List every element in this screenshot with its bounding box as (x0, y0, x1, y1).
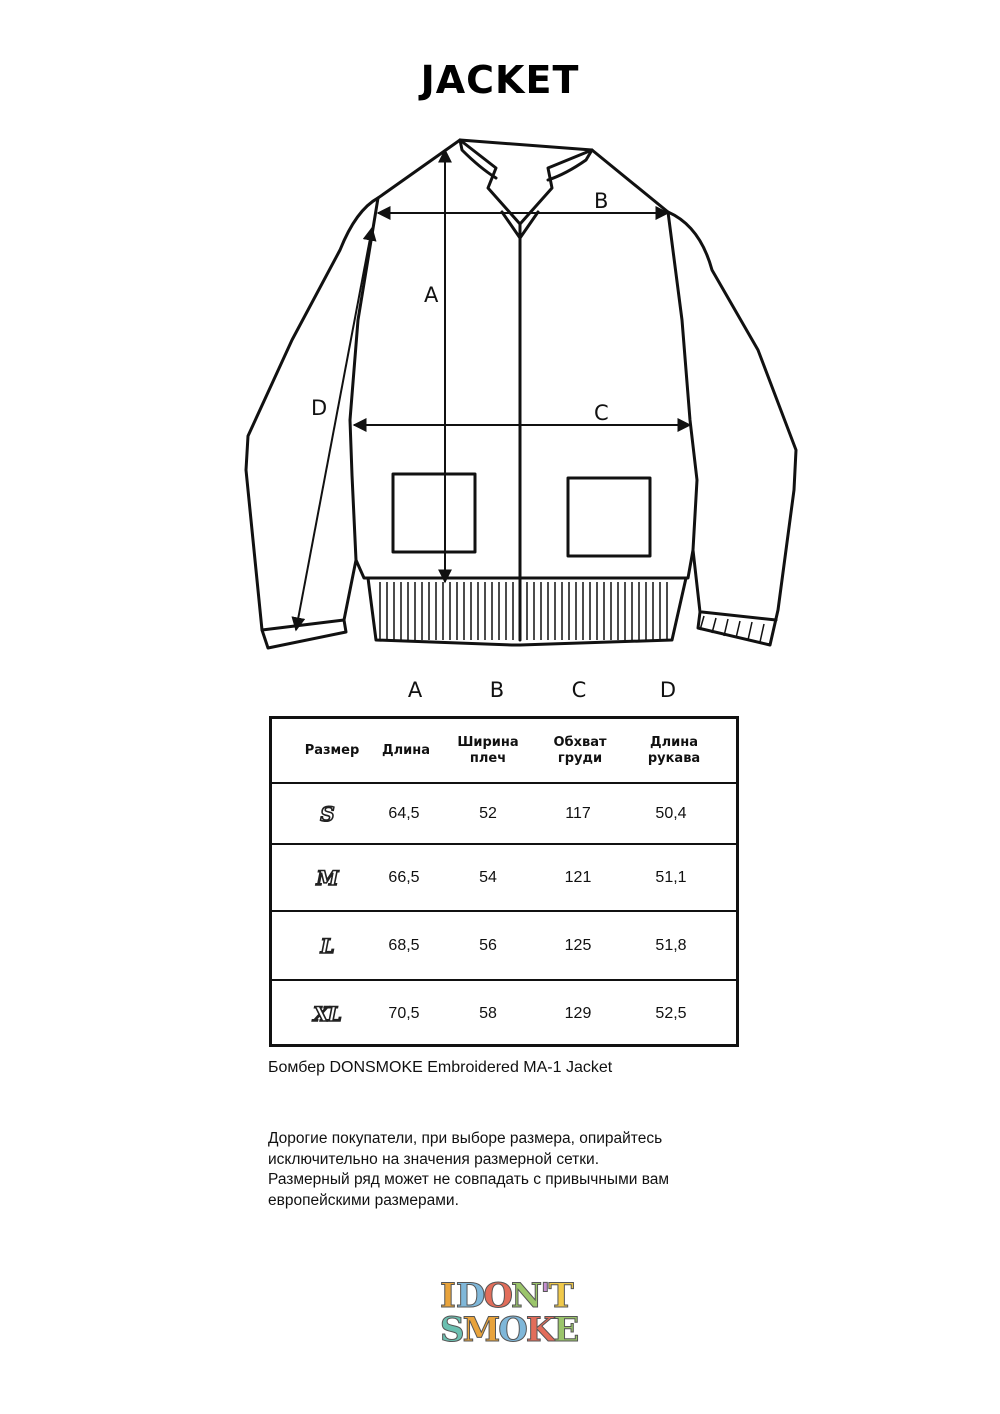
header-chest: Обхват груди (553, 734, 607, 766)
size-label: S (320, 801, 334, 826)
label-b: B (594, 189, 609, 213)
note-line: европейскими размерами. (268, 1191, 459, 1209)
brand-logo (440, 1276, 578, 1350)
left-sleeve (246, 198, 378, 648)
column-letter-b: B (489, 678, 505, 702)
cell-shoulder: 54 (479, 868, 497, 886)
size-note (268, 1129, 669, 1211)
header-sleeve: Длина рукава (647, 734, 701, 766)
column-letter-a: A (407, 678, 423, 702)
logo-line-2: SMOKE (440, 1310, 578, 1350)
column-letter-c: C (571, 678, 587, 702)
note-line: Размерный ряд может не совпадать с привычными вам (268, 1171, 670, 1188)
right-sleeve (668, 212, 796, 645)
note-line: Дорогие покупатели, при выборе размера, опирайтесь (268, 1130, 663, 1147)
header-shoulder: Ширина плеч (457, 734, 519, 766)
table-row (272, 912, 736, 981)
size-label: M (316, 865, 338, 890)
header-length: Длина (382, 742, 430, 758)
label-d: D (311, 396, 328, 420)
left-pocket (393, 474, 475, 552)
table-row (272, 981, 736, 1047)
cell-shoulder: 58 (479, 1005, 497, 1022)
note-line: исключительно на значения размерной сетки. (268, 1150, 600, 1168)
table-header-row (272, 719, 736, 784)
jacket-diagram (0, 0, 1000, 670)
jacket-body-outline (350, 140, 697, 578)
cell-sleeve: 52,5 (655, 1005, 687, 1022)
product-caption: Бомбер DONSMOKE Embroidered MA-1 Jacket (268, 1059, 613, 1076)
cell-sleeve: 51,1 (655, 868, 687, 886)
table-row (272, 784, 736, 845)
right-pocket (568, 478, 650, 556)
cell-length: 68,5 (388, 936, 420, 954)
collar (460, 140, 592, 224)
cell-sleeve: 51,8 (655, 936, 687, 954)
size-table (269, 716, 739, 1047)
cell-chest: 125 (564, 936, 592, 954)
column-letter-d: D (659, 678, 677, 702)
size-label: L (320, 933, 334, 958)
cell-chest: 117 (565, 804, 591, 822)
header-size: Размер (304, 742, 360, 758)
logo-line-1: IDON'T (440, 1276, 572, 1316)
cell-shoulder: 52 (479, 804, 497, 822)
cell-chest: 129 (564, 1005, 592, 1022)
table-row (272, 845, 736, 912)
cell-length: 66,5 (388, 868, 420, 886)
cell-sleeve: 50,4 (655, 804, 687, 822)
cell-chest: 121 (564, 868, 592, 886)
label-a: A (424, 283, 439, 307)
label-c: C (594, 401, 609, 425)
cell-length: 70,5 (388, 1005, 420, 1022)
page-title: JACKET (420, 58, 580, 102)
size-label: XL (313, 1002, 341, 1026)
cell-shoulder: 56 (479, 936, 497, 954)
cell-length: 64,5 (388, 804, 420, 822)
